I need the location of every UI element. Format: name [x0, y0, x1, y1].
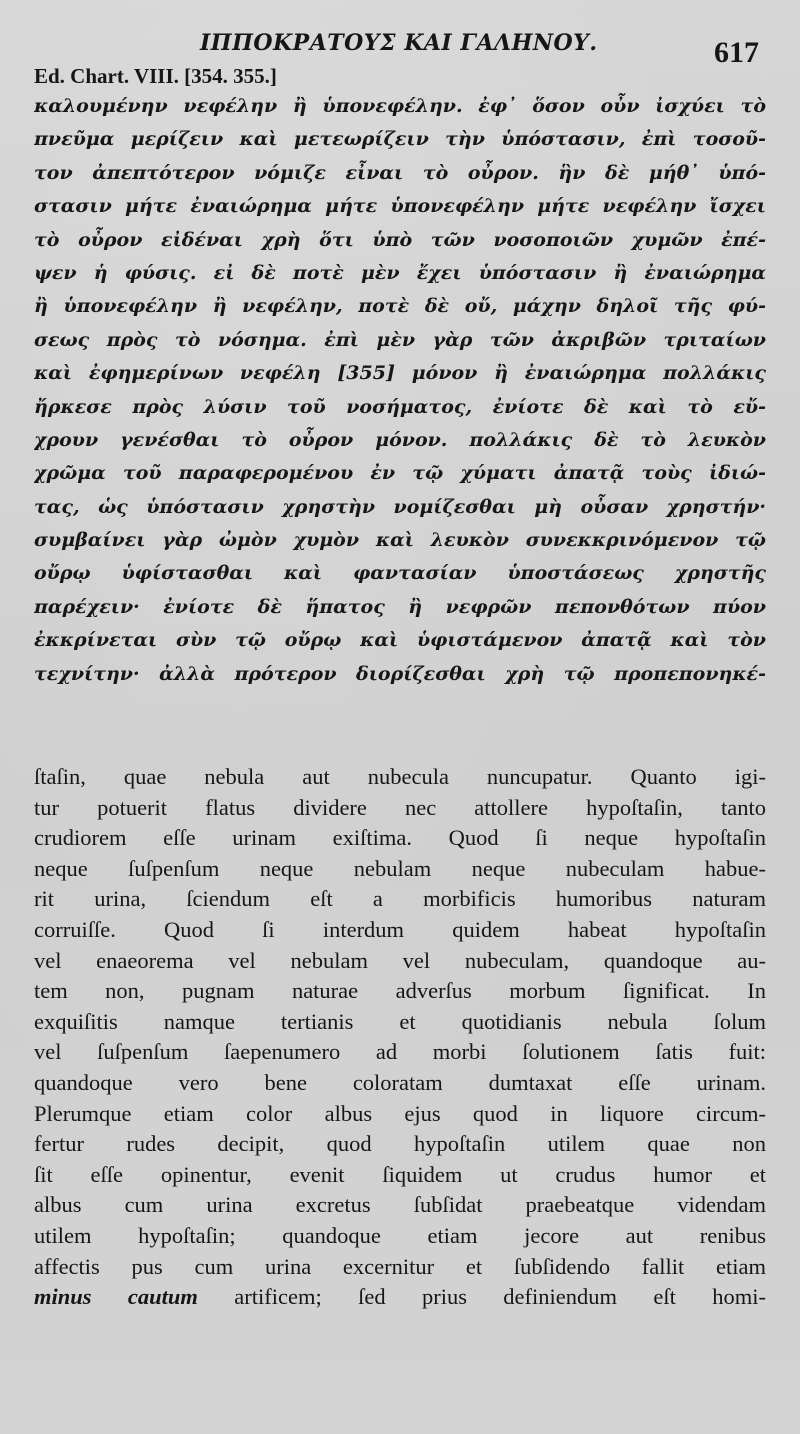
greek-text-line: τὸ οὖρον εἰδέναι χρὴ ὅτι ὑπὸ τῶν νοσοποιῶν χυμῶν ἐπέ- [34, 228, 766, 251]
greek-text-line: ἤρκεσε πρὸς λύσιν τοῦ νοσήματος, ἐνίοτε δὲ καὶ τὸ εὔ- [34, 395, 766, 418]
latin-text-line: utilem hypoſtaſin; quandoque etiam jecore aut renibus [34, 1222, 766, 1248]
greek-text-line: τεχνίτην· ἀλλὰ πρότερον διορίζεσθαι χρὴ τῷ προπεπονηκέ- [34, 662, 766, 685]
latin-text-block [34, 762, 766, 1313]
greek-text-line: ἢ ὑπονεφέλην ἢ νεφέλην, ποτὲ δὲ οὔ, μάχην δηλοῖ τῆς φύ- [34, 295, 766, 318]
latin-text-line-last [34, 1282, 766, 1313]
latin-text-line: ſtaſin, quae nebula aut nubecula nuncupatur. Quanto igi- [34, 764, 766, 789]
latin-text-line: vel enaeorema vel nebulam vel nubeculam, quandoque au- [34, 947, 766, 973]
latin-text-line: vel ſuſpenſum ſaepenumero ad morbi ſolutionem ſatis fuit: [34, 1039, 766, 1065]
line-continuation: artificem; ſed prius definiendum eſt homi- [197, 1284, 766, 1310]
latin-text-line: quandoque vero bene coloratam dumtaxat eſſe urinam. [34, 1069, 766, 1095]
latin-text-line: crudiorem eſſe urinam exiſtima. Quod ſi neque hypoſtaſin [34, 825, 766, 851]
latin-text-line: Plerumque etiam color albus ejus quod in liquore circum- [34, 1100, 766, 1126]
latin-text-line: corruiſſe. Quod ſi interdum quidem habeat hypoſtaſin [34, 916, 766, 942]
greek-text-line: χρῶμα τοῦ παραφερομένου ἐν τῷ χύματι ἀπατᾷ τοὺς ἰδιώ- [34, 462, 766, 485]
page-number: 617 [714, 36, 759, 69]
latin-text-line: neque ſuſpenſum neque nebulam neque nubeculam habue- [34, 855, 766, 881]
running-head: ΙΠΠΟΚΡΑΤΟΥΣ ΚΑΙ ΓΑΛΗΝΟΥ. [200, 30, 598, 56]
greek-text-block [34, 90, 766, 691]
latin-text-line: fertur rudes decipit, quod hypoſtaſin utilem quae non [34, 1131, 766, 1157]
latin-text-line: ſit eſſe opinentur, evenit ſiquidem ut crudus humor et [34, 1161, 766, 1187]
latin-text-line: tur potuerit flatus dividere nec attollere hypoſtaſin, tanto [34, 794, 766, 820]
greek-text-line: τον ἀπεπτότερον νόμιζε εἶναι τὸ οὖρον. ἣν δὲ μήθ᾽ ὑπό- [34, 161, 766, 184]
latin-text-line: affectis pus cum urina excernitur et ſubſidendo fallit etiam [34, 1253, 766, 1279]
greek-text-line: καὶ ἐφημερίνων νεφέλη [355] μόνον ἢ ἐναιώρημα πολλάκις [34, 362, 766, 385]
latin-text-line: rit urina, ſciendum eſt a morbificis humoribus naturam [34, 886, 766, 912]
greek-text-line: οὔρῳ ὑφίστασθαι καὶ φαντασίαν ὑποστάσεως χρηστῆς [34, 562, 766, 585]
greek-text-line: ἐκκρίνεται σὺν τῷ οὔρῳ καὶ ὑφιστάμενον ἀπατᾷ καὶ τὸν [34, 629, 766, 652]
latin-text-line: tem non, pugnam naturae adverſus morbum ſignificat. In [34, 978, 766, 1004]
greek-text-line: σεως πρὸς τὸ νόσημα. ἐπὶ μὲν γὰρ τῶν ἀκριβῶν τριταίων [34, 328, 766, 351]
latin-text-line: exquiſitis namque tertianis et quotidianis nebula ſolum [34, 1008, 766, 1034]
greek-text-line: παρέχειν· ἐνίοτε δὲ ἥπατος ἢ νεφρῶν πεπονθότων πύον [34, 595, 766, 618]
greek-text-line: συμβαίνει γὰρ ὠμὸν χυμὸν καὶ λευκὸν συνεκκρινόμενον τῷ [34, 529, 766, 552]
greek-text-line: στασιν μήτε ἐναιώρημα μήτε ὑπονεφέλην μήτε νεφέλην ἴσχει [34, 195, 766, 218]
greek-text-line: τας, ὡς ὑπόστασιν χρηστὴν νομίζεσθαι μὴ οὖσαν χρηστήν· [34, 495, 766, 518]
latin-text-line: albus cum urina excretus ſubſidat praebeatque videndam [34, 1192, 766, 1218]
greek-text-line: πνεῦμα μερίζειν καὶ μετεωρίζειν τὴν ὑπόστασιν, ἐπὶ τοσοῦ- [34, 128, 766, 151]
greek-text-line: ψεν ἡ φύσις. εἰ δὲ ποτὲ μὲν ἔχει ὑπόστασιν ἢ ἐναιώρημα [34, 261, 766, 284]
italic-phrase: minus cautum [34, 1284, 198, 1310]
edition-reference: Ed. Chart. VIII. [354. 355.] [34, 64, 277, 88]
greek-text-line: καλουμένην νεφέλην ἢ ὑπονεφέλην. ἐφ᾽ ὅσον οὖν ἰσχύει τὸ [34, 95, 766, 117]
greek-text-line: χρουν γενέσθαι τὸ οὖρον μόνον. πολλάκις δὲ τὸ λευκὸν [34, 428, 766, 451]
